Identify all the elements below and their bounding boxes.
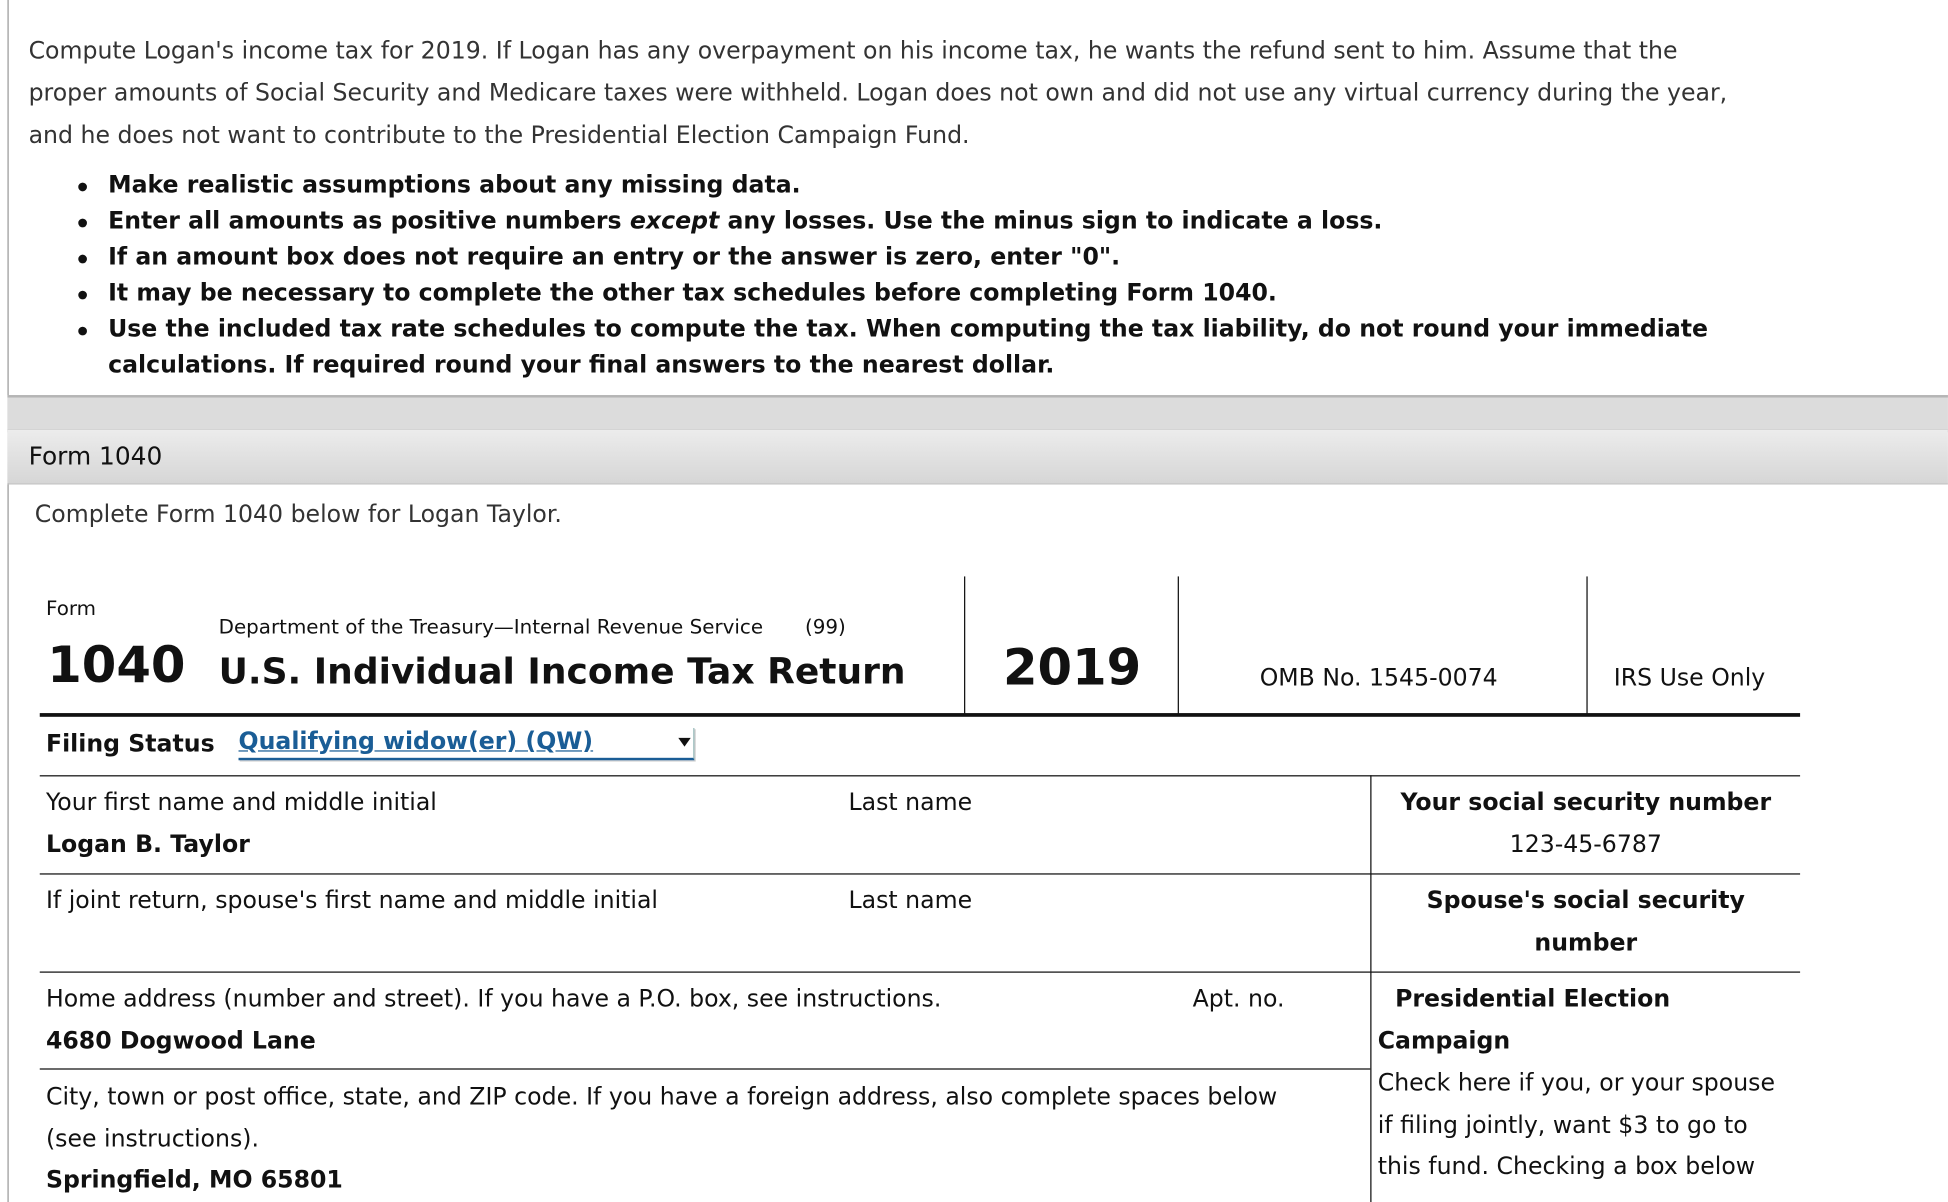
question-intro: Compute Logan's income tax for 2019. If Logan has any overpayment on his income tax, he wants the refund sent to him. Assume that the proper amounts of Social Security and Medicare taxes were withheld. Logan does not own and did not use any virtual currency during the year, and he does not want to contribute to the Presidential Election Campaign Fund. — [28, 37, 1728, 150]
address-value: 4680 Dogwood Lane — [45, 1027, 316, 1055]
ssn-value: 123-45-6787 — [1509, 831, 1662, 859]
city-value: Springfield, MO 65801 — [45, 1166, 343, 1194]
divider — [40, 713, 1800, 717]
city-label-cont: (see instructions). — [45, 1125, 259, 1153]
section-instruction: Complete Form 1040 below for Logan Taylor. — [34, 500, 562, 528]
irs-use-only: IRS Use Only — [1613, 664, 1766, 692]
pec-text: this fund. Checking a box below — [1377, 1152, 1756, 1181]
taxpayer-name: Logan B. Taylor — [45, 831, 250, 859]
form-title: U.S. Individual Income Tax Return — [218, 649, 906, 692]
pec-title: Presidential Election — [1395, 985, 1671, 1013]
instruction-text: Enter all amounts as positive numbers — [108, 207, 630, 235]
divider — [40, 775, 1800, 776]
section-header — [7, 430, 1947, 485]
instruction-emphasis: except — [629, 207, 720, 235]
instruction-item: If an amount box does not require an entry or the answer is zero, enter "0". — [108, 240, 1748, 276]
filing-status-label: Filing Status — [45, 730, 215, 758]
pec-title-cont: Campaign — [1377, 1027, 1511, 1055]
form-code: (99) — [805, 614, 846, 639]
divider — [40, 873, 1800, 874]
tax-year: 2019 — [1002, 639, 1142, 697]
last-name-label: Last name — [848, 788, 973, 817]
filing-status-select[interactable] — [239, 728, 695, 760]
section-title: Form 1040 — [28, 441, 163, 471]
omb-number: OMB No. 1545-0074 — [1259, 664, 1498, 692]
divider — [40, 1068, 1371, 1069]
first-name-label: Your first name and middle initial — [45, 788, 437, 817]
address-label: Home address (number and street). If you have a P.O. box, see instructions. — [45, 985, 942, 1013]
spouse-name-label: If joint return, spouse's first name and middle initial — [45, 887, 658, 915]
pec-text: Check here if you, or your spouse — [1377, 1069, 1775, 1097]
separator-band — [7, 395, 1947, 432]
form-label: Form — [45, 596, 97, 620]
divider — [964, 576, 965, 715]
instruction-list — [108, 168, 1748, 384]
city-label: City, town or post office, state, and ZIP code. If you have a foreign address, also complete spaces below — [45, 1083, 1278, 1111]
spouse-ssn-label-cont: number — [1534, 929, 1638, 957]
filing-status-value: Qualifying widow(er) (QW) — [238, 727, 594, 756]
instruction-item: Make realistic assumptions about any missing data. — [108, 168, 1748, 204]
instruction-item — [108, 204, 1748, 240]
department-label: Department of the Treasury—Internal Revenue Service — [218, 614, 764, 639]
instruction-item: Use the included tax rate schedules to compute the tax. When computing the tax liability, do not round your immediate calculations. If required round your final answers to the nearest dollar. — [108, 312, 1748, 384]
divider — [1586, 576, 1587, 715]
instruction-item: It may be necessary to complete the other tax schedules before completing Form 1040. — [108, 276, 1748, 312]
divider — [1178, 576, 1179, 715]
pec-text: if filing jointly, want $3 to go to — [1377, 1111, 1748, 1140]
apt-label: Apt. no. — [1192, 985, 1285, 1013]
divider — [40, 971, 1800, 972]
instruction-text: any losses. Use the minus sign to indicate a loss. — [719, 207, 1383, 235]
form-number: 1040 — [47, 637, 186, 695]
dropdown-arrow-icon — [678, 738, 690, 747]
spouse-last-name-label: Last name — [848, 887, 973, 915]
ssn-label: Your social security number — [1400, 788, 1772, 817]
spouse-ssn-label: Spouse's social security — [1426, 887, 1745, 915]
page-border — [7, 0, 8, 1202]
